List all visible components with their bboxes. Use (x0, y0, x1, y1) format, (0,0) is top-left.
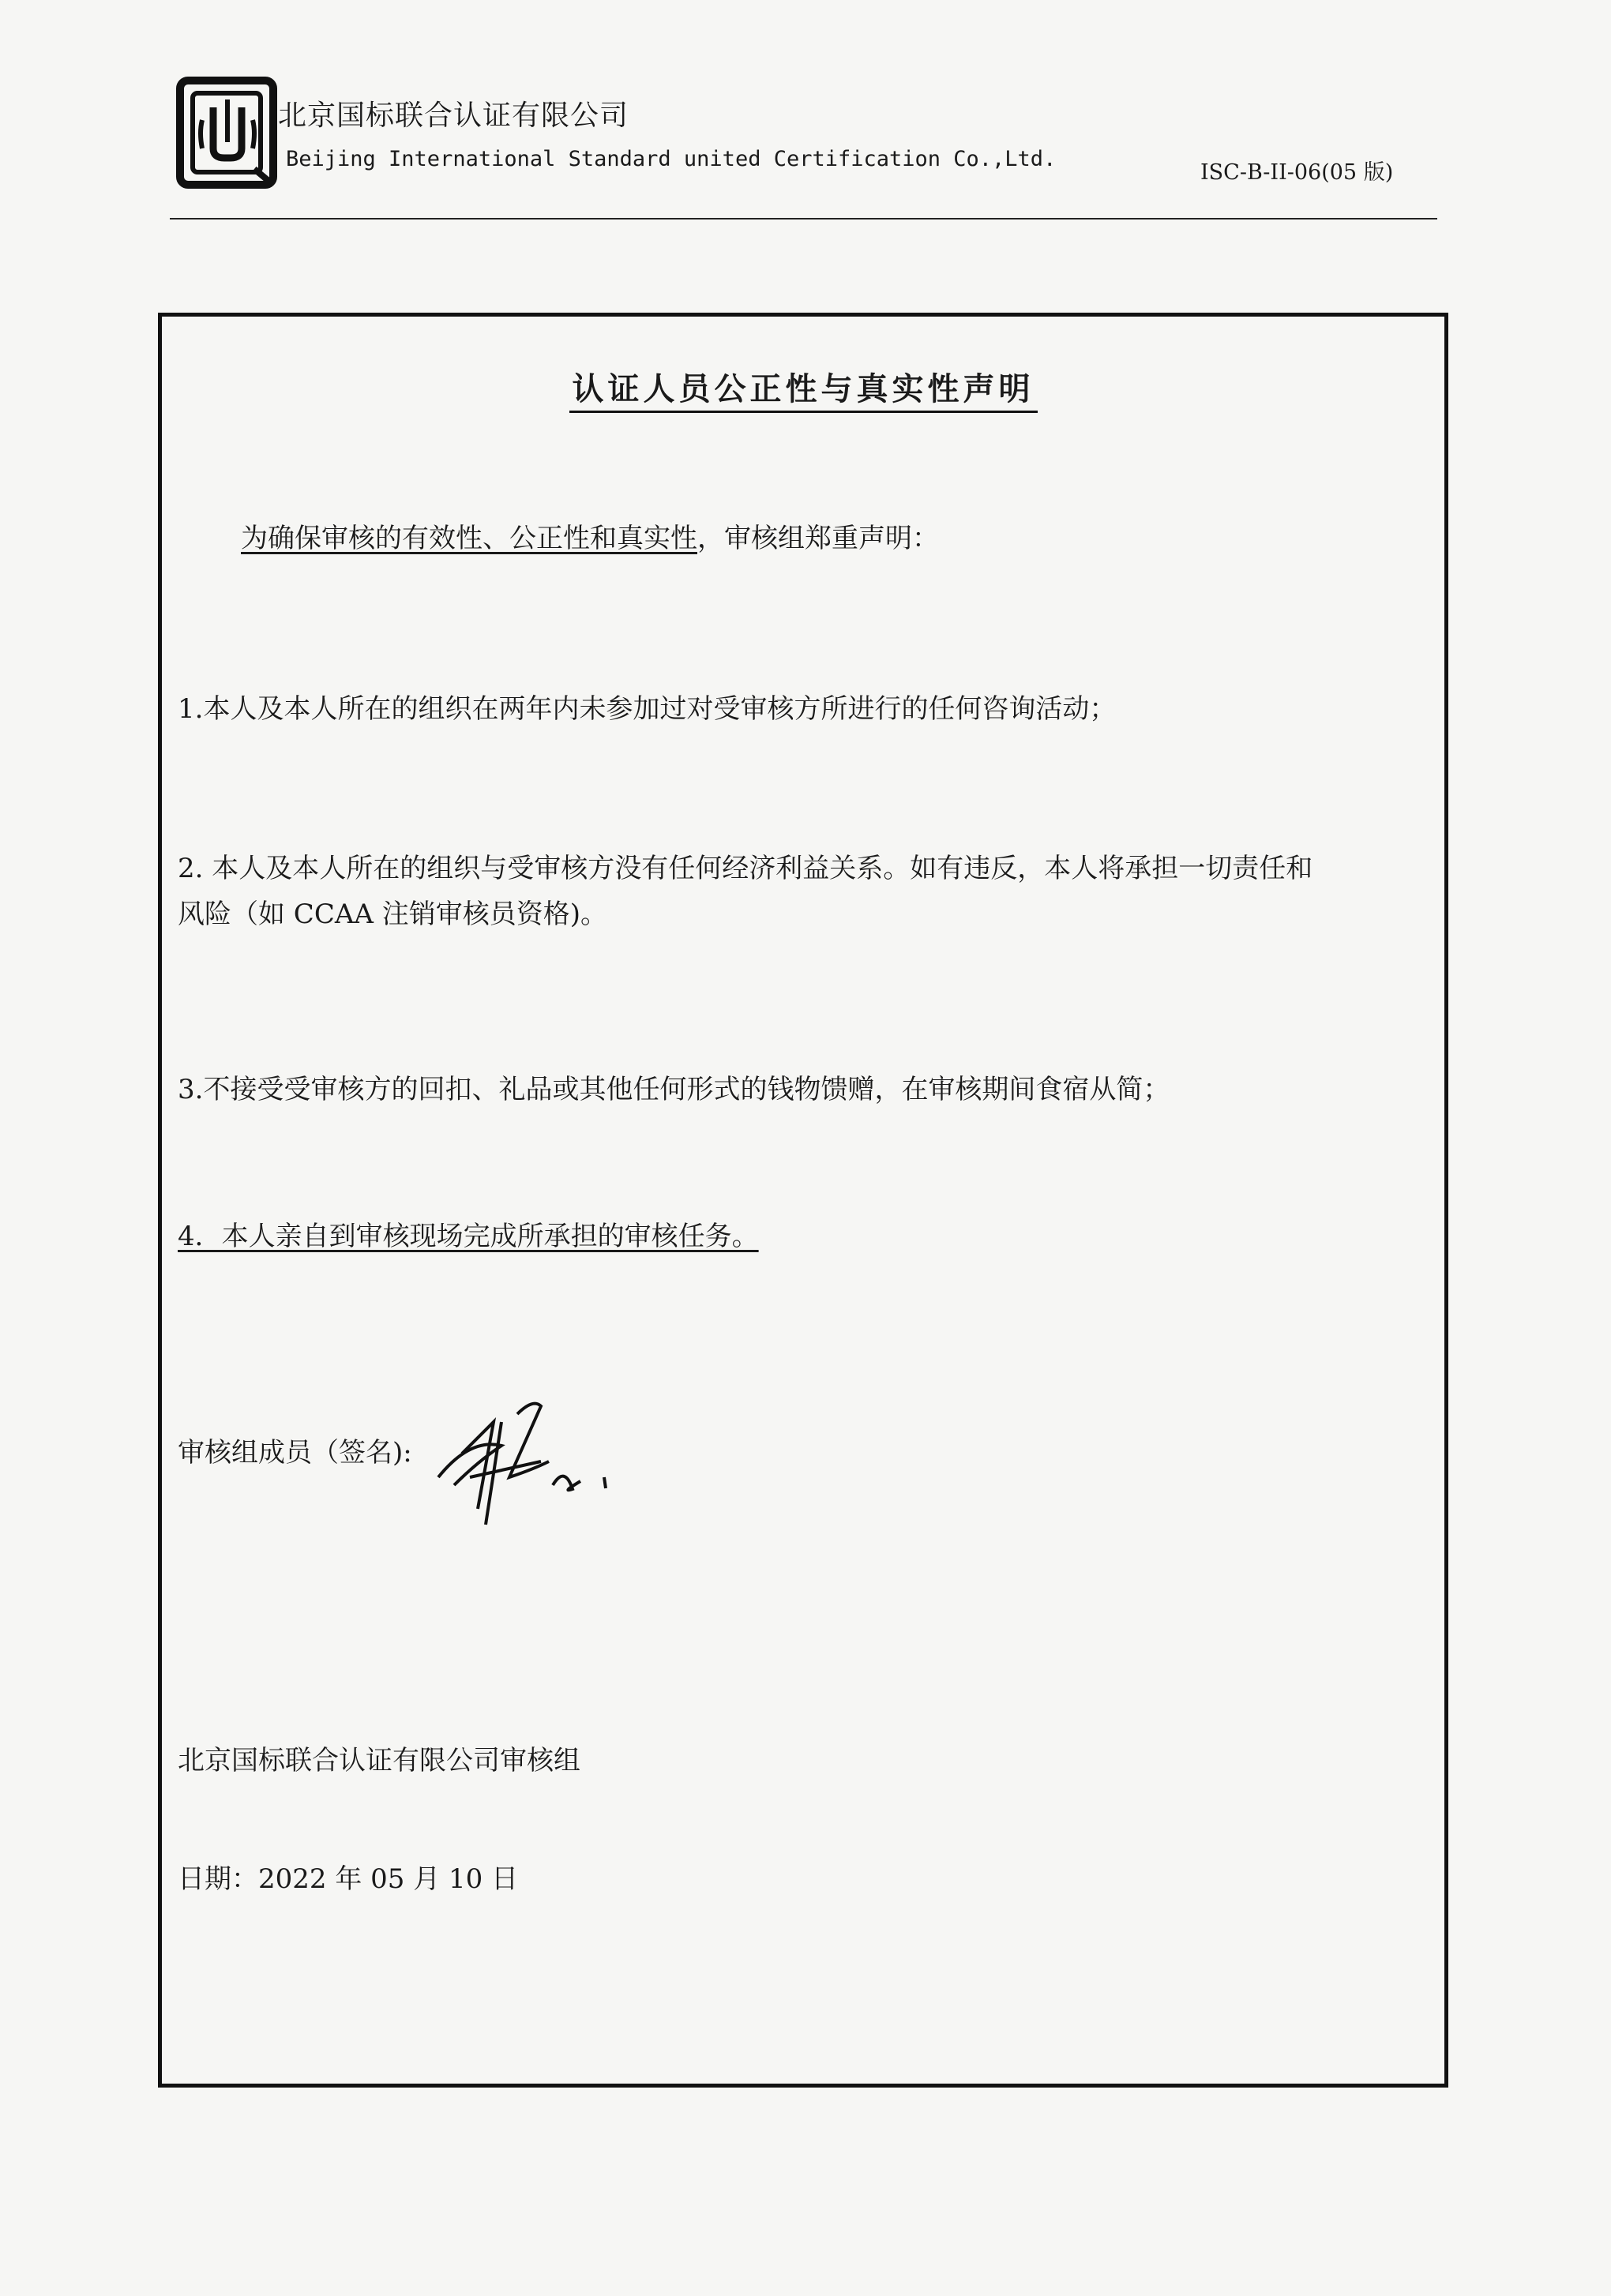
company-name-en: Beijing International Standard united Certification Co.,Ltd. (286, 147, 1057, 171)
intro-rest-text: ，审核组郑重声明： (697, 523, 939, 554)
declaration-item-2-line-1: 2. 本人及本人所在的组织与受审核方没有任何经济利益关系。如有违反，本人将承担一切责任和 (178, 853, 1313, 884)
handwritten-signature (422, 1390, 628, 1533)
declaration-frame (158, 313, 1448, 2088)
declaration-item-4-text: 4．本人亲自到审核现场完成所承担的审核任务。 (178, 1221, 759, 1252)
declaration-date: 日期：2022 年 05 月 10 日 (178, 1863, 519, 1895)
declaration-item-4 (178, 1214, 1429, 1259)
intro-paragraph (241, 516, 1429, 561)
company-logo-icon (175, 76, 278, 189)
page-header (0, 0, 1611, 237)
header-divider (170, 218, 1437, 219)
declaration-item-1: 1.本人及本人所在的组织在两年内未参加过对受审核方所进行的任何咨询活动； (178, 693, 1117, 725)
document-title (162, 364, 1444, 409)
declaration-item-2-line-2: 风险（如 CCAA 注销审核员资格)。 (178, 899, 608, 930)
document-code: ISC-B-II-06(05 版) (1200, 160, 1394, 185)
declaration-item-2 (178, 846, 1429, 937)
document-title-text: 认证人员公正性与真实性声明 (569, 371, 1038, 413)
signature-label: 审核组成员（签名): (178, 1437, 412, 1469)
declaration-item-3: 3.不接受受审核方的回扣、礼品或其他任何形式的钱物馈赠，在审核期间食宿从简； (178, 1074, 1170, 1105)
intro-underlined-text: 为确保审核的有效性、公正性和真实性 (241, 523, 697, 554)
company-name-cn: 北京国标联合认证有限公司 (278, 99, 629, 132)
audit-team-name: 北京国标联合认证有限公司审核组 (178, 1745, 580, 1776)
